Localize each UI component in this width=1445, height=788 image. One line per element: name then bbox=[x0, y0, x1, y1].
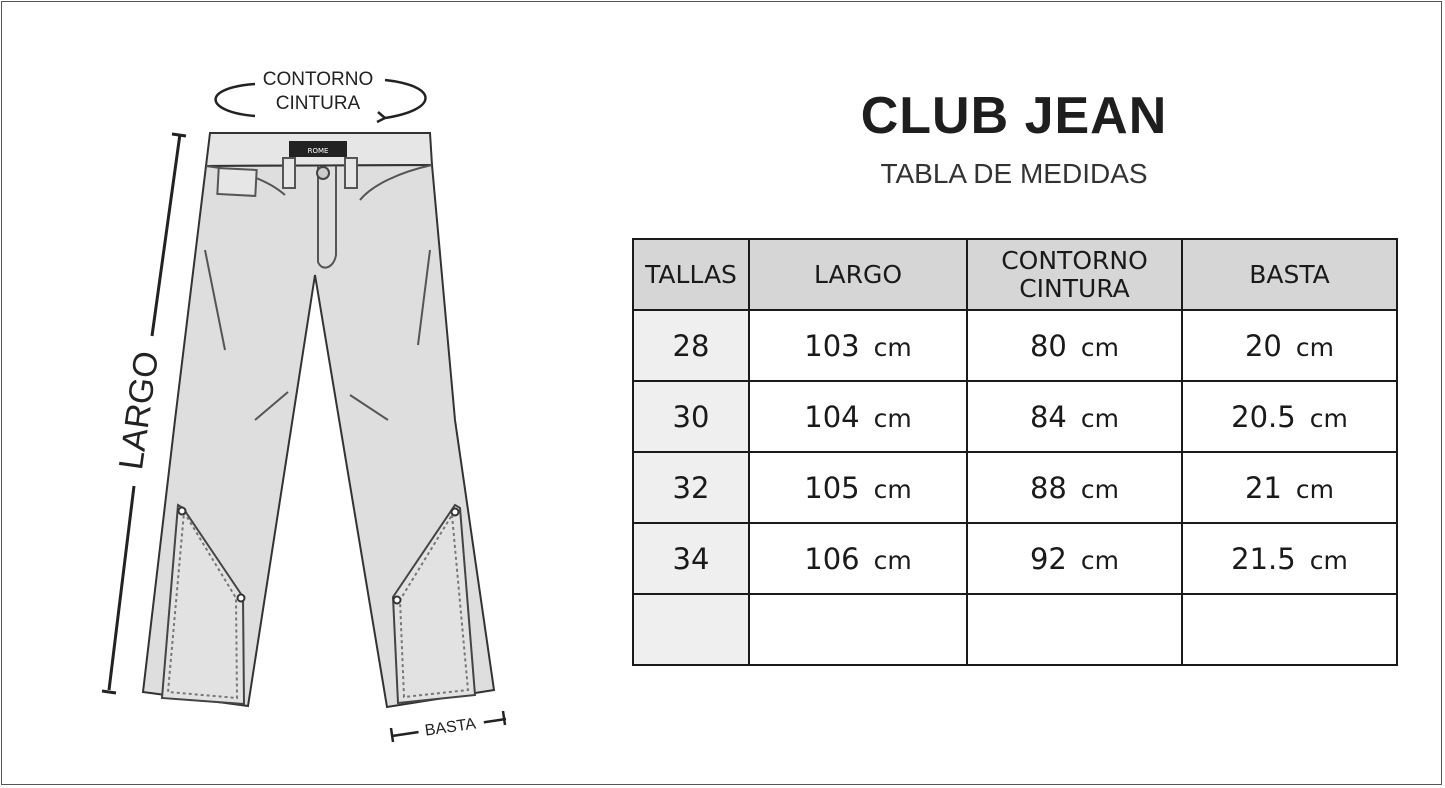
basta-cell bbox=[1182, 310, 1397, 381]
contorno-cell bbox=[967, 310, 1182, 381]
contorno-cell bbox=[967, 452, 1182, 523]
page-title: CLUB JEAN bbox=[860, 87, 1168, 145]
unit-label: cm bbox=[873, 474, 912, 504]
contorno-value: 92 bbox=[1029, 541, 1067, 576]
unit-label: cm bbox=[1080, 403, 1119, 433]
header-largo: LARGO bbox=[749, 239, 967, 310]
basta-cell bbox=[1182, 523, 1397, 594]
contorno-cell bbox=[967, 523, 1182, 594]
header-contorno-line1: CONTORNO bbox=[1001, 246, 1148, 275]
table-row-empty bbox=[633, 594, 1397, 665]
basta-value: 21 bbox=[1244, 470, 1282, 505]
unit-label: cm bbox=[873, 403, 912, 433]
largo-cell bbox=[749, 594, 967, 665]
header-contorno-line2: CINTURA bbox=[1019, 273, 1130, 303]
basta-cell bbox=[1182, 381, 1397, 452]
jeans-illustration bbox=[143, 133, 494, 707]
header-contorno-cintura bbox=[967, 239, 1182, 310]
hem-label: BASTA bbox=[423, 715, 477, 740]
largo-value: 104 bbox=[804, 399, 860, 434]
contorno-value: 88 bbox=[1029, 470, 1067, 505]
talla-cell: 30 bbox=[633, 381, 749, 452]
basta-value: 20 bbox=[1244, 328, 1282, 363]
largo-value: 103 bbox=[804, 328, 860, 363]
largo-cell bbox=[749, 452, 967, 523]
table-row bbox=[633, 310, 1397, 381]
unit-label: cm bbox=[1309, 545, 1348, 575]
brand-patch-label: ROME bbox=[307, 147, 329, 155]
unit-label: cm bbox=[1080, 332, 1119, 362]
basta-value: 20.5 bbox=[1231, 399, 1296, 434]
unit-label: cm bbox=[873, 545, 912, 575]
contorno-cell bbox=[967, 381, 1182, 452]
talla-cell: 34 bbox=[633, 523, 749, 594]
header-tallas: TALLAS bbox=[633, 239, 749, 310]
page-subtitle: TABLA DE MEDIDAS bbox=[880, 158, 1148, 189]
unit-label: cm bbox=[873, 332, 912, 362]
largo-value: 106 bbox=[804, 541, 860, 576]
largo-value: 105 bbox=[804, 470, 860, 505]
basta-cell bbox=[1182, 452, 1397, 523]
largo-cell bbox=[749, 310, 967, 381]
size-table bbox=[632, 238, 1398, 666]
table-row bbox=[633, 381, 1397, 452]
unit-label: cm bbox=[1295, 474, 1334, 504]
table-header-row bbox=[633, 239, 1397, 310]
contorno-value: 84 bbox=[1029, 399, 1067, 434]
basta-value: 21.5 bbox=[1231, 541, 1296, 576]
largo-cell bbox=[749, 523, 967, 594]
contorno-cell bbox=[967, 594, 1182, 665]
header-basta: BASTA bbox=[1182, 239, 1397, 310]
talla-cell: 28 bbox=[633, 310, 749, 381]
waist-label-line2: CINTURA bbox=[275, 93, 361, 114]
table-row bbox=[633, 523, 1397, 594]
unit-label: cm bbox=[1080, 545, 1119, 575]
basta-cell bbox=[1182, 594, 1397, 665]
largo-cell bbox=[749, 381, 967, 452]
length-label: LARGO bbox=[112, 348, 167, 473]
talla-cell bbox=[633, 594, 749, 665]
unit-label: cm bbox=[1309, 403, 1348, 433]
unit-label: cm bbox=[1295, 332, 1334, 362]
unit-label: cm bbox=[1080, 474, 1119, 504]
contorno-value: 80 bbox=[1029, 328, 1067, 363]
table-row bbox=[633, 452, 1397, 523]
waist-label-line1: CONTORNO bbox=[262, 69, 374, 90]
talla-cell: 32 bbox=[633, 452, 749, 523]
